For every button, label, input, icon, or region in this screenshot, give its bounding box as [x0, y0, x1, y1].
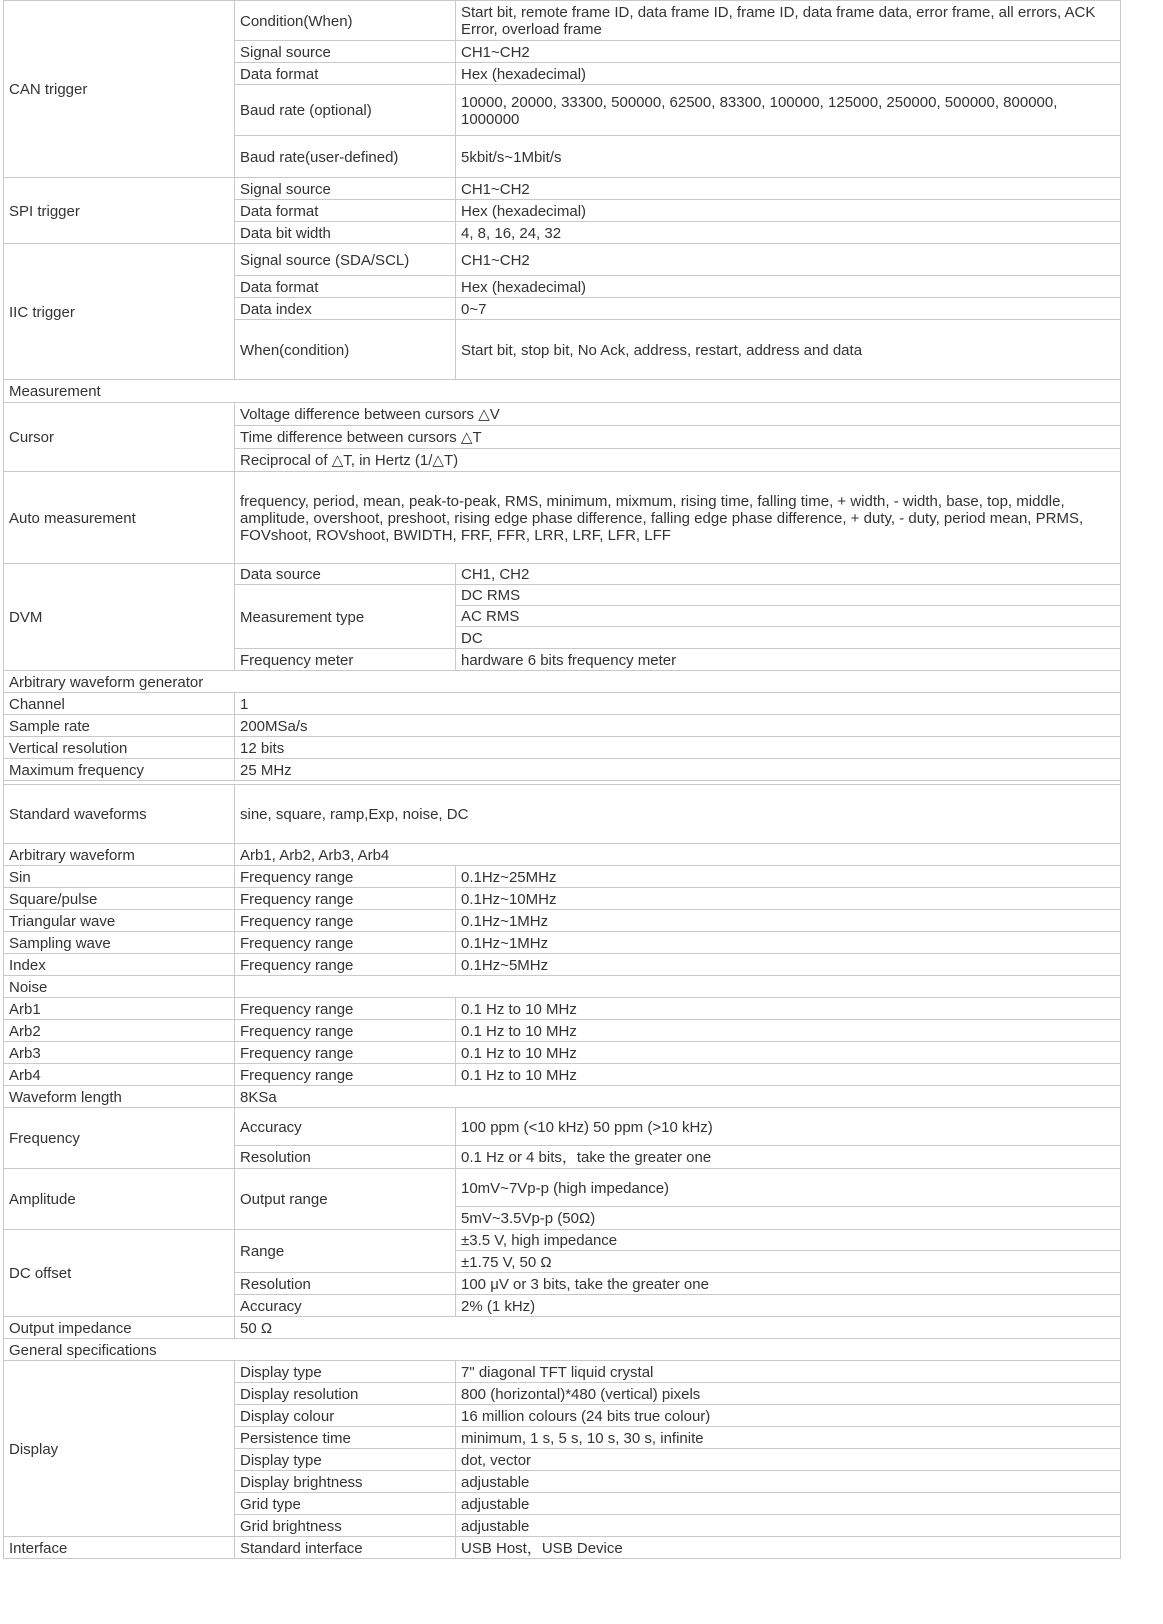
spec-row-output-impedance — [4, 1317, 1121, 1339]
group-label-spi-trigger: SPI trigger — [4, 178, 235, 244]
param-value: CH1~CH2 — [456, 178, 1121, 200]
spec-row-dvm — [4, 564, 1121, 585]
spec-row-dc-offset — [4, 1230, 1121, 1251]
param-value: Hex (hexadecimal) — [456, 276, 1121, 298]
param-name: Display type — [235, 1449, 456, 1471]
spec-value-channel: 1 — [235, 693, 1121, 715]
param-value: USB Host，USB Device — [456, 1537, 1121, 1559]
param-value: CH1~CH2 — [456, 244, 1121, 276]
spec-label-square-pulse: Square/pulse — [4, 888, 235, 910]
param-value: Start bit, remote frame ID, data frame ID, frame ID, data frame data, error frame, all errors, ACK Error, overload frame — [456, 1, 1121, 41]
spec-row-noise — [4, 976, 1121, 998]
spec-row-frequency — [4, 1108, 1121, 1146]
spec-label-arbitrary-waveform: Arbitrary waveform — [4, 844, 235, 866]
param-name: Signal source (SDA/SCL) — [235, 244, 456, 276]
param-value: adjustable — [456, 1515, 1121, 1537]
param-value: 800 (horizontal)*480 (vertical) pixels — [456, 1383, 1121, 1405]
group-label-amplitude: Amplitude — [4, 1169, 235, 1230]
spec-value-arbitrary-waveform: Arb1, Arb2, Arb3, Arb4 — [235, 844, 1121, 866]
list-item: Reciprocal of △T, in Hertz (1/△T) — [235, 449, 1121, 472]
spec-label-arb4: Arb4 — [4, 1064, 235, 1086]
spec-label-standard-waveforms: Standard waveforms — [4, 785, 235, 844]
param-name: Display type — [235, 1361, 456, 1383]
param-value: 100 ppm (<10 kHz) 50 ppm (>10 kHz) — [456, 1108, 1121, 1146]
spec-row-channel — [4, 693, 1121, 715]
spec-table-body — [4, 1, 1121, 1559]
spec-value-output-impedance: 50 Ω — [235, 1317, 1121, 1339]
param-name: Accuracy — [235, 1108, 456, 1146]
param-value: 10000, 20000, 33300, 500000, 62500, 83300, 100000, 125000, 250000, 500000, 800000, 1000000 — [456, 85, 1121, 136]
param-name: Resolution — [235, 1146, 456, 1169]
spec-row-cursor — [4, 403, 1121, 426]
spec-row-display — [4, 1361, 1121, 1383]
param-name: Frequency range — [235, 866, 456, 888]
param-value: Hex (hexadecimal) — [456, 63, 1121, 85]
param-value: Hex (hexadecimal) — [456, 200, 1121, 222]
section-header-row — [4, 380, 1121, 403]
param-value: 0.1 Hz to 10 MHz — [456, 1042, 1121, 1064]
param-value: AC RMS — [456, 606, 1121, 627]
spec-value-noise — [235, 976, 1121, 998]
param-name: Frequency range — [235, 888, 456, 910]
spec-label-channel: Channel — [4, 693, 235, 715]
spec-value-auto-measurement: frequency, period, mean, peak-to-peak, RMS, minimum, mixmum, rising time, falling time, + width, - width, base, top, middle, amplitude, overshoot, preshoot, rising edge phase difference, falling edge phase difference, + duty, - duty, period mean, PRMS, FOVshoot, ROVshoot, BWIDTH, FRF, FFR, LRR, LRF, LFR, LFF — [235, 472, 1121, 564]
group-label-frequency: Frequency — [4, 1108, 235, 1169]
spec-row-iic-trigger — [4, 244, 1121, 276]
spec-row-interface — [4, 1537, 1121, 1559]
param-name: When(condition) — [235, 320, 456, 380]
param-name: Data format — [235, 63, 456, 85]
param-name: Accuracy — [235, 1295, 456, 1317]
section-header-measurement: Measurement — [4, 380, 1121, 403]
group-label-cursor: Cursor — [4, 403, 235, 472]
param-name: Frequency range — [235, 1020, 456, 1042]
param-name: Standard interface — [235, 1537, 456, 1559]
spec-row-sin — [4, 866, 1121, 888]
param-name: Grid type — [235, 1493, 456, 1515]
param-name: Grid brightness — [235, 1515, 456, 1537]
param-name: Condition(When) — [235, 1, 456, 41]
param-name: Data source — [235, 564, 456, 585]
param-value: adjustable — [456, 1493, 1121, 1515]
spec-label-noise: Noise — [4, 976, 235, 998]
param-name: Frequency range — [235, 1064, 456, 1086]
group-label-can-trigger: CAN trigger — [4, 1, 235, 178]
param-value: 4, 8, 16, 24, 32 — [456, 222, 1121, 244]
spec-row-index — [4, 954, 1121, 976]
spec-row-auto-measurement — [4, 472, 1121, 564]
spec-label-sin: Sin — [4, 866, 235, 888]
param-name: Signal source — [235, 178, 456, 200]
spec-label-arb3: Arb3 — [4, 1042, 235, 1064]
spec-value-vertical-resolution: 12 bits — [235, 737, 1121, 759]
param-name: Output range — [235, 1169, 456, 1230]
param-name: Frequency range — [235, 1042, 456, 1064]
param-value: 0~7 — [456, 298, 1121, 320]
spec-row-vertical-resolution — [4, 737, 1121, 759]
param-value: DC RMS — [456, 585, 1121, 606]
spec-label-arb1: Arb1 — [4, 998, 235, 1020]
param-value: CH1~CH2 — [456, 41, 1121, 63]
group-label-interface: Interface — [4, 1537, 235, 1559]
spec-row-sampling-wave — [4, 932, 1121, 954]
param-value: 0.1Hz~25MHz — [456, 866, 1121, 888]
spec-value-maximum-frequency: 25 MHz — [235, 759, 1121, 781]
param-name: Display resolution — [235, 1383, 456, 1405]
spec-row-triangular-wave — [4, 910, 1121, 932]
param-value: 0.1 Hz to 10 MHz — [456, 998, 1121, 1020]
spec-row-arb3 — [4, 1042, 1121, 1064]
param-value: ±3.5 V, high impedance — [456, 1230, 1121, 1251]
param-value: 0.1Hz~5MHz — [456, 954, 1121, 976]
param-name: Display colour — [235, 1405, 456, 1427]
spec-label-auto-measurement: Auto measurement — [4, 472, 235, 564]
param-value: 100 μV or 3 bits, take the greater one — [456, 1273, 1121, 1295]
param-name: Data format — [235, 276, 456, 298]
param-value: 16 million colours (24 bits true colour) — [456, 1405, 1121, 1427]
spec-label-vertical-resolution: Vertical resolution — [4, 737, 235, 759]
spec-label-waveform-length: Waveform length — [4, 1086, 235, 1108]
param-name: Range — [235, 1230, 456, 1273]
param-name: Frequency range — [235, 932, 456, 954]
param-name: Baud rate (optional) — [235, 85, 456, 136]
param-value: ±1.75 V, 50 Ω — [456, 1251, 1121, 1273]
param-value: dot, vector — [456, 1449, 1121, 1471]
param-value: 0.1Hz~1MHz — [456, 932, 1121, 954]
spec-row-maximum-frequency — [4, 759, 1121, 781]
section-header-arbitrary-waveform-generator: Arbitrary waveform generator — [4, 671, 1121, 693]
param-value: 7" diagonal TFT liquid crystal — [456, 1361, 1121, 1383]
spec-value-standard-waveforms: sine, square, ramp,Exp, noise, DC — [235, 785, 1121, 844]
param-name: Frequency range — [235, 954, 456, 976]
spec-row-standard-waveforms — [4, 785, 1121, 844]
group-label-dc-offset: DC offset — [4, 1230, 235, 1317]
param-value: Start bit, stop bit, No Ack, address, restart, address and data — [456, 320, 1121, 380]
param-name: Signal source — [235, 41, 456, 63]
spec-row-sample-rate — [4, 715, 1121, 737]
param-value: hardware 6 bits frequency meter — [456, 649, 1121, 671]
param-value: CH1, CH2 — [456, 564, 1121, 585]
param-name: Resolution — [235, 1273, 456, 1295]
section-header-general-specifications: General specifications — [4, 1339, 1121, 1361]
param-name: Data index — [235, 298, 456, 320]
spec-row-arb1 — [4, 998, 1121, 1020]
param-value: 0.1 Hz or 4 bits，take the greater one — [456, 1146, 1121, 1169]
param-value: 0.1Hz~1MHz — [456, 910, 1121, 932]
spec-row-waveform-length — [4, 1086, 1121, 1108]
spec-row-spi-trigger — [4, 178, 1121, 200]
param-value: adjustable — [456, 1471, 1121, 1493]
param-value: 5mV~3.5Vp-p (50Ω) — [456, 1207, 1121, 1230]
param-value: DC — [456, 627, 1121, 649]
param-value: minimum, 1 s, 5 s, 10 s, 30 s, infinite — [456, 1427, 1121, 1449]
spec-label-arb2: Arb2 — [4, 1020, 235, 1042]
param-name: Frequency range — [235, 910, 456, 932]
spec-label-sampling-wave: Sampling wave — [4, 932, 235, 954]
param-name: Persistence time — [235, 1427, 456, 1449]
spec-table — [3, 0, 1121, 1559]
spec-label-output-impedance: Output impedance — [4, 1317, 235, 1339]
list-item: Time difference between cursors △T — [235, 426, 1121, 449]
param-name: Frequency range — [235, 998, 456, 1020]
group-label-dvm: DVM — [4, 564, 235, 671]
param-name: Baud rate(user-defined) — [235, 136, 456, 178]
param-value: 0.1 Hz to 10 MHz — [456, 1020, 1121, 1042]
param-name: Frequency meter — [235, 649, 456, 671]
param-value: 0.1Hz~10MHz — [456, 888, 1121, 910]
spec-row-arbitrary-waveform — [4, 844, 1121, 866]
spec-row-amplitude — [4, 1169, 1121, 1207]
spec-label-triangular-wave: Triangular wave — [4, 910, 235, 932]
spec-value-sample-rate: 200MSa/s — [235, 715, 1121, 737]
group-label-iic-trigger: IIC trigger — [4, 244, 235, 380]
section-header-row — [4, 1339, 1121, 1361]
param-name: Measurement type — [235, 585, 456, 649]
spec-value-waveform-length: 8KSa — [235, 1086, 1121, 1108]
param-value: 5kbit/s~1Mbit/s — [456, 136, 1121, 178]
group-label-display: Display — [4, 1361, 235, 1537]
param-name: Data format — [235, 200, 456, 222]
section-header-row — [4, 671, 1121, 693]
spec-row-arb4 — [4, 1064, 1121, 1086]
spec-row-can-trigger — [4, 1, 1121, 41]
param-value: 0.1 Hz to 10 MHz — [456, 1064, 1121, 1086]
spec-row-square-pulse — [4, 888, 1121, 910]
spec-label-sample-rate: Sample rate — [4, 715, 235, 737]
param-value: 10mV~7Vp-p (high impedance) — [456, 1169, 1121, 1207]
param-name: Data bit width — [235, 222, 456, 244]
list-item: Voltage difference between cursors △V — [235, 403, 1121, 426]
param-name: Display brightness — [235, 1471, 456, 1493]
spec-row-arb2 — [4, 1020, 1121, 1042]
spec-label-maximum-frequency: Maximum frequency — [4, 759, 235, 781]
spec-label-index: Index — [4, 954, 235, 976]
param-value: 2% (1 kHz) — [456, 1295, 1121, 1317]
